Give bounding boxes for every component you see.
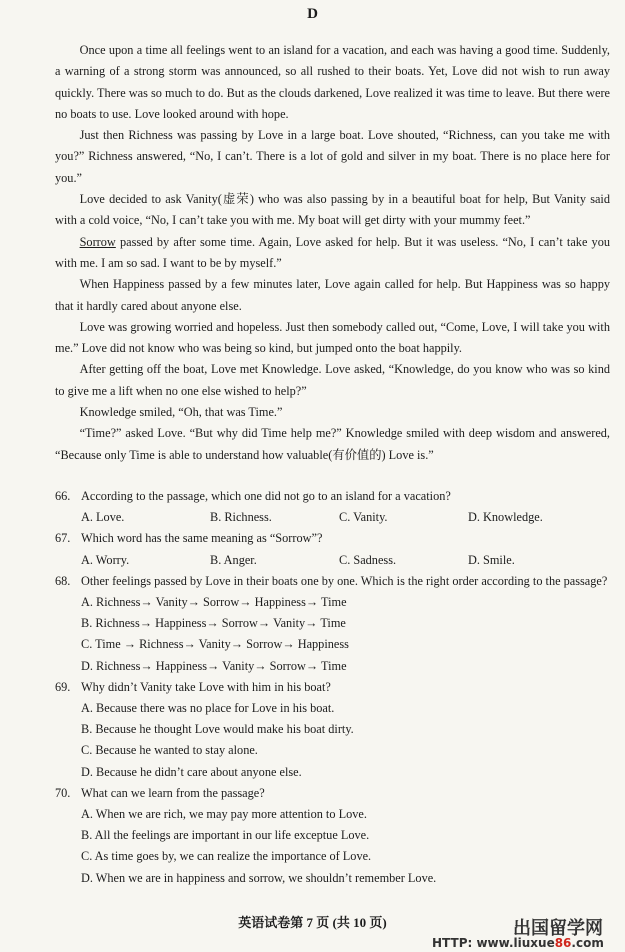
question-69 [55, 677, 615, 783]
questions-section [55, 486, 615, 889]
options [55, 698, 615, 783]
question-stem: According to the passage, which one did not go to an island for a vacation? [81, 489, 451, 503]
option: C. Sadness. [339, 552, 397, 567]
paragraph: Love was growing worried and hopeless. Just then somebody called out, “Come, Love, I will take you with me.” Love did not know who was being so kind, but jumped onto the boat happily. [55, 319, 610, 356]
paragraph: Knowledge smiled, “Oh, that was Time.” [79, 405, 283, 420]
paragraph: “Time?” asked Love. “But why did Time help me?” Knowledge smiled with deep wisdom and answered, “Because only Time is able to understand how valuable(有价值的) Love is.” [55, 426, 610, 462]
question-number: 69. [55, 679, 71, 694]
question-number: 70. [55, 785, 71, 800]
paragraph: Just then Richness was passing by Love in a large boat. Love shouted, “Richness, can you take me with you?” Richness answered, “No, I can’t. There is a lot of gold and silver in my boat. There is no place here for you.” [55, 128, 610, 185]
reading-passage [55, 40, 610, 466]
question-number: 68. [55, 573, 71, 588]
paragraph: After getting off the boat, Love met Knowledge. Love asked, “Knowledge, do you know who was so kind to give me a lift when no one else wished to help?” [55, 362, 610, 398]
question-number: 67. [55, 531, 71, 546]
paragraph: When Happiness passed by a few minutes later, Love again called for help. But Happiness was so happy that it hardly cared about anyone else. [55, 277, 610, 313]
option: B. Because he thought Love would make his boat dirty. [81, 722, 354, 737]
paragraph-sorrow [55, 232, 610, 275]
paragraph: Once upon a time all feelings went to an island for a vacation, and each was having a good time. Suddenly, a warning of a strong storm was announced, so all rushed to their boats. Yet, Love did not wish to run away quickly. There was so much to do. But as the clouds darkened, Love realized it was time to leave. But there were no boats to use. Love looked around with hope. [55, 43, 610, 121]
question-67 [55, 528, 615, 570]
question-number: 66. [55, 489, 71, 503]
options [55, 550, 615, 571]
question-stem: Other feelings passed by Love in their boats one by one. Which is the right order according to the passage? [81, 573, 608, 588]
section-title: D [307, 6, 318, 22]
watermark-url: HTTP: www.liuxue86.com [432, 936, 604, 950]
sorrow-word: Sorrow [79, 234, 116, 249]
question-stem: Why didn’t Vanity take Love with him in his boat? [81, 679, 331, 694]
option: C. Because he wanted to stay alone. [81, 743, 258, 758]
question-stem: Which word has the same meaning as “Sorrow”? [81, 531, 323, 546]
option: B. Richness→ Happiness→ Sorrow→ Vanity→ Time [81, 616, 346, 631]
option: B. All the feelings are important in our life exceptue Love. [81, 828, 370, 843]
options [55, 804, 615, 889]
option: D. Richness→ Happiness→ Vanity→ Sorrow→ Time [81, 658, 347, 673]
paragraph-text: passed by after some time. Again, Love asked for help. But it was useless. “No, I can’t take you with me. I am so sad. I want to be by myself.” [55, 234, 610, 270]
option: A. Love. [81, 510, 125, 525]
option: A. Worry. [81, 552, 130, 567]
watermark-logo-text: 出国留学网 [513, 918, 603, 939]
option: C. As time goes by, we can realize the importance of Love. [81, 849, 372, 864]
options [55, 507, 615, 528]
question-70 [55, 783, 615, 889]
option: D. When we are in happiness and sorrow, we shouldn’t remember Love. [81, 870, 437, 885]
page-footer: 英语试卷第 7 页 (共 10 页) [238, 915, 387, 930]
option: A. Because there was no place for Love in his boat. [81, 701, 335, 716]
question-66 [55, 486, 615, 528]
option: D. Because he didn’t care about anyone else. [81, 764, 302, 779]
options [55, 592, 615, 677]
option: C. Time → Richness→ Vanity→ Sorrow→ Happiness [81, 637, 349, 652]
option: D. Knowledge. [468, 510, 543, 525]
option: B. Richness. [210, 510, 272, 525]
option: B. Anger. [210, 552, 257, 567]
option: A. When we are rich, we may pay more attention to Love. [81, 807, 367, 822]
question-stem: What can we learn from the passage? [81, 785, 265, 800]
question-68 [55, 571, 615, 677]
option: A. Richness→ Vanity→ Sorrow→ Happiness→ Time [81, 595, 347, 610]
paragraph: Love decided to ask Vanity(虚荣) who was also passing by in a beautiful boat for help, But Vanity said with a cold voice, “No, I can’t take you with me. My boat will get dirty with your mummy feet.” [55, 192, 610, 228]
option: D. Smile. [468, 552, 515, 567]
option: C. Vanity. [339, 510, 388, 525]
